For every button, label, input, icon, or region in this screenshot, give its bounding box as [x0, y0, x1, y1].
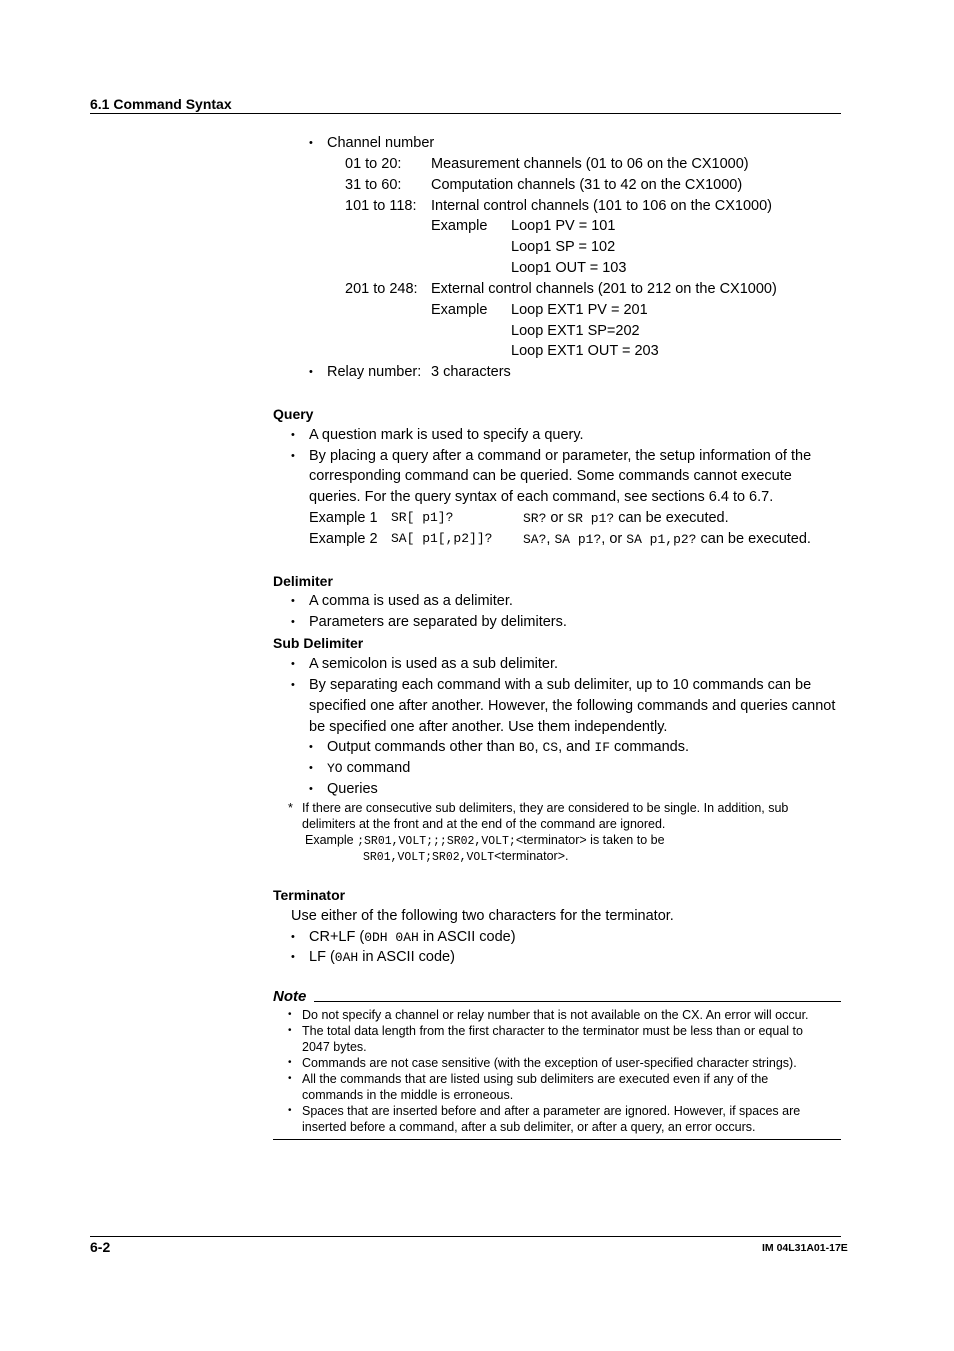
query-example-2-result: SA?, SA p1?, or SA p1,p2? can be executed. — [523, 531, 811, 547]
query-bullet-2-line-3: queries. For the query syntax of each command, see sections 6.4 to 6.7. — [309, 489, 774, 505]
sub-delimiter-subitem-2: • YO command — [327, 758, 410, 779]
sub-delimiter-bullet-2-line-3: be specified one after another. Use them independently. — [309, 719, 668, 735]
sub-delimiter-note-star: * — [288, 801, 293, 815]
note-item-2-line-2: 2047 bytes. — [302, 1040, 367, 1054]
delimiter-heading: Delimiter — [273, 573, 333, 589]
relay-number-value: 3 characters — [431, 364, 511, 380]
query-example-1-result: SR? or SR p1? can be executed. — [523, 510, 729, 526]
channel-example-3c: Loop1 OUT = 103 — [511, 260, 627, 276]
header-rule — [90, 113, 841, 114]
query-bullet-2-line-1: • By placing a query after a command or parameter, the setup information of the — [309, 446, 811, 466]
channel-example-label-3: Example — [431, 218, 488, 234]
query-example-1-code: SR[ p1]? — [391, 510, 454, 525]
channel-example-4c: Loop EXT1 OUT = 203 — [511, 343, 659, 359]
query-bullet-1: • A question mark is used to specify a query. — [309, 425, 584, 445]
channel-desc-4: External control channels (201 to 212 on the CX1000) — [431, 281, 777, 297]
channel-range-2: 31 to 60: — [345, 177, 402, 193]
note-heading: Note — [273, 988, 307, 1005]
terminator-bullet-2: • LF (0AH in ASCII code) — [309, 947, 455, 968]
sub-delimiter-subitem-3: • Queries — [327, 779, 378, 799]
query-bullet-2-line-2: corresponding command can be queried. Some commands cannot execute — [309, 468, 792, 484]
sub-delimiter-bullet-2-line-1: • By separating each command with a sub delimiter, up to 10 commands can be — [309, 675, 811, 695]
channel-example-4b: Loop EXT1 SP=202 — [511, 323, 640, 339]
note-item-5-line-1: • Spaces that are inserted before and after a parameter are ignored. However, if spaces are — [302, 1103, 800, 1119]
terminator-heading: Terminator — [273, 887, 346, 903]
note-bottom-rule — [273, 1139, 841, 1140]
channel-example-3a: Loop1 PV = 101 — [511, 218, 616, 234]
delimiter-bullet-1: • A comma is used as a delimiter. — [309, 591, 513, 611]
footer-rule — [90, 1236, 841, 1237]
note-item-2-line-1: • The total data length from the first character to the terminator must be less than or equal to — [302, 1023, 803, 1039]
channel-example-4a: Loop EXT1 PV = 201 — [511, 302, 648, 318]
terminator-bullet-1: • CR+LF (0DH 0AH in ASCII code) — [309, 927, 516, 948]
sub-delimiter-note-line-1: If there are consecutive sub delimiters, they are considered to be single. In addition, sub — [302, 801, 789, 815]
note-item-5-line-2: inserted before a command, after a sub delimiter, or after a query, an error occurs. — [302, 1120, 756, 1134]
page-number: 6-2 — [90, 1239, 111, 1255]
query-example-2-label: Example 2 — [309, 531, 378, 547]
terminator-intro: Use either of the following two characters for the terminator. — [291, 908, 674, 924]
section-title: 6.1 Command Syntax — [90, 96, 232, 112]
sub-delimiter-note-example-result: SR01,VOLT;SR02,VOLT<terminator>. — [363, 849, 569, 864]
document-id: IM 04L31A01-17E — [762, 1242, 848, 1254]
channel-example-3b: Loop1 SP = 102 — [511, 239, 616, 255]
delimiter-bullet-2: • Parameters are separated by delimiters. — [309, 612, 567, 632]
channel-range-3: 101 to 118: — [345, 198, 417, 214]
note-item-3: • Commands are not case sensitive (with the exception of user-specified character strings). — [302, 1055, 797, 1071]
sub-delimiter-note-line-2: delimiters at the front and at the end of the command are ignored. — [302, 817, 666, 831]
channel-desc-2: Computation channels (31 to 42 on the CX1000) — [431, 177, 743, 193]
sub-delimiter-subitem-1: • Output commands other than BO, CS, and IF commands. — [327, 737, 689, 758]
query-example-1-label: Example 1 — [309, 510, 378, 526]
relay-number-label: • Relay number: — [327, 362, 421, 382]
note-top-rule — [314, 1001, 841, 1002]
note-item-4-line-1: • All the commands that are listed using sub delimiters are executed even if any of the — [302, 1071, 768, 1087]
note-item-1: • Do not specify a channel or relay number that is not available on the CX. An error will occur. — [302, 1007, 809, 1023]
channel-range-1: 01 to 20: — [345, 156, 402, 172]
channel-range-4: 201 to 248: — [345, 281, 418, 297]
channel-desc-1: Measurement channels (01 to 06 on the CX1000) — [431, 156, 749, 172]
sub-delimiter-heading: Sub Delimiter — [273, 635, 364, 651]
sub-delimiter-note-example: Example ;SR01,VOLT;;;SR02,VOLT;<terminator> is taken to be — [305, 833, 665, 848]
channel-desc-3: Internal control channels (101 to 106 on the CX1000) — [431, 198, 772, 214]
note-item-4-line-2: commands in the middle is erroneous. — [302, 1088, 514, 1102]
sub-delimiter-bullet-2-line-2: specified one after another. However, the following commands and queries cannot — [309, 698, 836, 714]
sub-delimiter-bullet-1: • A semicolon is used as a sub delimiter. — [309, 654, 558, 674]
query-example-2-code: SA[ p1[,p2]]? — [391, 531, 493, 546]
channel-example-label-4: Example — [431, 302, 488, 318]
query-heading: Query — [273, 406, 314, 422]
channel-number-label: • Channel number — [327, 133, 434, 153]
